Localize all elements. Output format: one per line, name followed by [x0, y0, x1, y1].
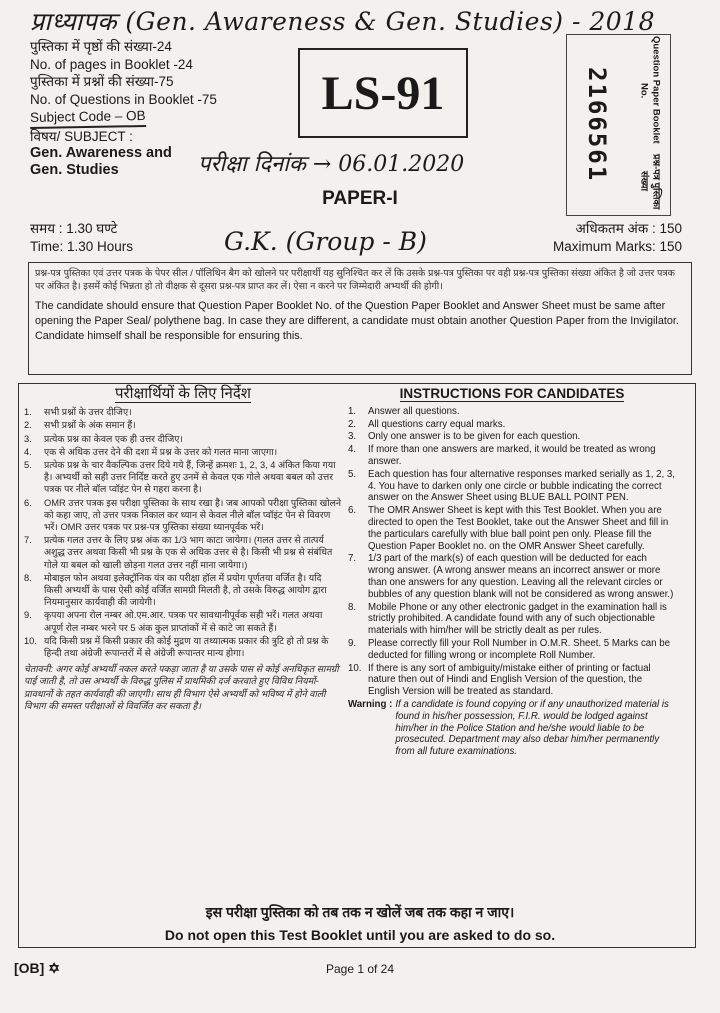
- instruction-item: [24, 406, 342, 418]
- instruction-text: Each question has four alternative responses marked serially as 1, 2, 3, 4. You have to darken only one circle or bubble indicating the correct answer on the Answer Sheet using BLUE BALL POINT PEN.: [368, 468, 675, 504]
- instruction-number: 6.: [24, 497, 32, 508]
- instruction-number: 8.: [24, 572, 32, 583]
- serial-label-hi: प्रश्न-पत्र पुस्तिका संख्या: [638, 153, 662, 209]
- instruction-text: All questions carry equal marks.: [368, 418, 506, 430]
- instruction-text: If more than one answers are marked, it would be treated as wrong answer.: [368, 444, 656, 467]
- instruction-text: OMR उत्तर पत्रक इस परीक्षा पुस्तिका के साथ रखा है। जब आपको परीक्षा पुस्तिका खोलने को कहा जाए, तो उत्तर पत्रक निकाल कर ध्यान से केवल नीले बॉल प्वॉइंट पेन से विवरण भरें। OMR उत्तर पत्रक पर प्रश्न-पत्र पुस्तिका संख्या ध्यानपूर्वक भरें।: [44, 497, 342, 533]
- instruction-text: प्रत्येक प्रश्न का केवल एक ही उत्तर दीजिए।: [44, 433, 183, 444]
- instruction-number: 5.: [24, 460, 32, 471]
- instruction-text: The OMR Answer Sheet is kept with this Test Booklet. When you are directed to open the Test Booklet, take out the Answer Sheet and fill in the particulars carefully with blue ball point pen only. Please fill the Question Paper Booklet no. on the OMR Answer Sheet carefully.: [368, 505, 669, 552]
- instruction-number: 3.: [24, 433, 32, 444]
- instruction-number: 3.: [348, 431, 357, 443]
- instruction-text: Only one answer is to be given for each question.: [368, 431, 581, 443]
- warning-en: [348, 699, 676, 758]
- handwritten-title: प्राध्यापक (Gen. Awareness & Gen. Studies) - 2018: [30, 7, 655, 36]
- instruction-number: 1.: [348, 405, 357, 417]
- instruction-number: 5.: [348, 468, 357, 480]
- series-code: [OB] ✡: [14, 960, 60, 976]
- instruction-number: 4.: [348, 444, 357, 456]
- instruction-number: 4.: [24, 446, 32, 457]
- instruction-number: 2.: [348, 418, 357, 430]
- instruction-text: प्रत्येक गलत उत्तर के लिए प्रश्न अंक का 1/3 भाग काटा जायेगा। (गलत उत्तर से तात्पर्य अशुद्ध उत्तर अथवा किसी भी प्रश्न के एक से अधिक उत्तर से है। किसी भी प्रश्न से संबंधित गोले या बबल को खाली छोड़ना गलत उत्तर नहीं माना जायेगा।): [44, 535, 333, 570]
- time-block: [30, 220, 133, 255]
- subject-line-2: Gen. Studies: [30, 162, 119, 178]
- pages-en: No. of pages in Booklet -24: [30, 56, 193, 72]
- serial-number: 2166561: [583, 67, 611, 183]
- subject-line-1: Gen. Awareness and: [30, 145, 172, 161]
- instructions-hindi: [24, 385, 342, 712]
- notice-hi: प्रश्न-पत्र पुस्तिका एवं उत्तर पत्रक के पेपर सील / पॉलिथिन बैग को खोलने पर परीक्षार्थी यह सुनिश्चित कर लें कि उसके प्रश्न-पत्र पुस्तिका पर वही प्रश्न-पत्र पुस्तिका संख्या अंकित है जो उत्तर पत्रक पर अंकित है। इसमें कोई भिन्नता हो तो वीक्षक से दूसरा प्रश्न-पत्र प्राप्त कर लें। ऐसा न करने पर जिम्मेदारी अभ्यर्थी की होगी।: [35, 268, 675, 292]
- instruction-item: [348, 505, 676, 552]
- serial-label-en: Question Paper Booklet No.: [638, 36, 662, 145]
- marks-en: Maximum Marks: 150: [552, 238, 682, 254]
- instruction-text: सभी प्रश्नों के अंक समान हैं।: [44, 420, 136, 431]
- questions-en: No. of Questions in Booklet -75: [30, 91, 217, 107]
- instruction-item: [24, 459, 342, 496]
- instruction-item: [348, 444, 676, 468]
- paper-title: PAPER-I: [322, 188, 398, 209]
- instructions-en-title: INSTRUCTIONS FOR CANDIDATES: [399, 386, 625, 401]
- instruction-text: If there is any sort of ambiguity/mistake either of printing or factual nature then out of Hindi and English Version of the question, the English Version will be treated as standard.: [368, 662, 651, 698]
- instruction-item: [348, 663, 676, 698]
- marks-hi: अधिकतम अंक : 150: [575, 221, 682, 236]
- subject-label: विषय/ SUBJECT :: [30, 128, 133, 144]
- booklet-code: LS-91: [321, 66, 445, 120]
- instruction-number: 7.: [348, 553, 357, 565]
- pages-hi: पुस्तिका में पृष्ठों की संख्या-24: [30, 39, 172, 54]
- instruction-number: 2.: [24, 420, 32, 431]
- instruction-item: [24, 497, 342, 534]
- time-en: Time: 1.30 Hours: [30, 238, 134, 254]
- footer-hi: इस परीक्षा पुस्तिका को तब तक न खोलें जब तक कहा न जाए।: [205, 904, 515, 920]
- instruction-item: [24, 609, 342, 633]
- instruction-text: प्रत्येक प्रश्न के चार वैकल्पिक उत्तर दिये गये हैं, जिन्हें क्रमशः 1, 2, 3, 4 अंकित किया गया है। अभ्यर्थी को सही उत्तर निर्दिष्ट करते हुए उनमें से केवल एक गोले अथवा बबल को उत्तर पत्रक पर नीले बॉल प्वॉइंट पेन से गहरा करना है।: [44, 460, 336, 495]
- footer-en: Do not open this Test Booklet until you are asked to do so.: [164, 927, 556, 943]
- warning-en-text: If a candidate is found copying or if any unauthorized material is found in his/her possession, F.I.R. would be lodged against him/her in the Police Station and he/she would liable to be prosecuted. Department may also debar him/her permanently from all future examinations.: [395, 698, 669, 758]
- booklet-meta: [30, 38, 217, 179]
- instruction-item: [24, 534, 342, 571]
- instruction-text: कृपया अपना रोल नम्बर ओ.एम.आर. पत्रक पर सावधानीपूर्वक सही भरें। गलत अथवा अपूर्ण रोल नम्बर भरने पर 5 अंक कुल प्राप्तांकों में से काटे जा सकते हैं।: [44, 610, 323, 633]
- instructions-english: [348, 388, 676, 758]
- notice-en: The candidate should ensure that Question Paper Booklet No. of the Question Paper Booklet and Answer Sheet must be same after opening the Paper Seal/ polythene bag. In case they are different, a candidate must obtain another Question Paper from the Invigilator. Candidate himself shall be responsible for ensuring this.: [35, 300, 679, 342]
- instruction-text: 1/3 part of the mark(s) of each question will be deducted for each wrong answer. (A wrong answer means an incorrect answer or more than one answers for any question. Leaving all the relevant circles or bubbles of any question blank will not be considered as wrong answer.): [368, 553, 674, 600]
- instruction-number: 6.: [348, 505, 357, 517]
- instruction-number: 10.: [24, 635, 37, 646]
- instruction-text: Please correctly fill your Roll Number in O.M.R. Sheet. 5 Marks can be deducted for filling wrong or incomplete Roll Number.: [368, 637, 671, 661]
- instruction-number: 7.: [24, 535, 32, 546]
- instruction-text: सभी प्रश्नों के उत्तर दीजिए।: [44, 407, 132, 418]
- instruction-item: [348, 431, 676, 443]
- time-hi: समय : 1.30 घण्टे: [30, 221, 118, 236]
- instruction-number: 8.: [348, 601, 357, 613]
- instructions-hi-title: परीक्षार्थियों के लिए निर्देश: [115, 385, 251, 402]
- notice-box: [28, 262, 692, 375]
- instruction-text: मोबाइल फोन अथवा इलेक्ट्रॉनिक यंत्र का परीक्षा हॉल में प्रयोग पूर्णतया वर्जित है। यदि किसी अभ्यर्थी के पास ऐसी कोई वर्जित सामग्री मिलती है, तो उसके विरुद्ध आयोग द्वारा नियमानुसार कार्यवाही की जायेगी।: [44, 572, 327, 608]
- instruction-item: [24, 419, 342, 431]
- instruction-item: [24, 446, 342, 458]
- warning-hi: चेतावनी: अगर कोई अभ्यर्थी नकल करते पकड़ा जाता है या उसके पास से कोई अनधिकृत सामग्री पाई जाती है, तो उस अभ्यर्थी के विरुद्ध पुलिस में प्राथमिकी दर्ज करवाते हुए विविध नियमों-प्रावधानों के तहत कार्यवाही की जाएगी। साथ ही विभाग ऐसे अभ्यर्थी को भविष्य में होने वाली विभाग की समस्त परीक्षाओं से विवर्जित कर सकता है।: [24, 664, 339, 711]
- instruction-item: [348, 419, 676, 431]
- handwritten-group: G.K. (Group - B): [224, 227, 427, 256]
- instruction-number: 10.: [348, 662, 362, 674]
- instruction-item: [348, 406, 676, 418]
- instruction-item: [348, 602, 676, 637]
- instruction-item: [24, 572, 342, 609]
- questions-hi: पुस्तिका में प्रश्नों की संख्या-75: [30, 74, 174, 89]
- booklet-code-box: [298, 48, 468, 138]
- instruction-item: [24, 635, 342, 659]
- instructions-hi-list: [24, 406, 342, 659]
- instruction-number: 1.: [24, 407, 32, 418]
- subject-code: Subject Code – OB: [30, 107, 146, 129]
- instruction-item: [348, 469, 676, 504]
- instruction-number: 9.: [348, 637, 357, 649]
- instructions-en-list: [348, 406, 676, 698]
- instruction-text: एक से अधिक उत्तर देने की दशा में प्रश्न के उत्तर को गलत माना जाएगा।: [44, 446, 278, 457]
- instruction-item: [24, 433, 342, 445]
- page-number: Page 1 of 24: [325, 962, 395, 976]
- instruction-item: [348, 638, 676, 662]
- instruction-item: [348, 553, 676, 600]
- warning-en-label: Warning :: [348, 698, 393, 710]
- instruction-text: यदि किसी प्रश्न में किसी प्रकार की कोई मुद्रण या तथ्यात्मक प्रकार की त्रुटि हो तो प्रश्न के हिन्दी तथा अंग्रेजी रूपान्तरों में से अंग्रेजी रूपान्तर मान्य होगा।: [44, 635, 329, 659]
- handwritten-exam-date: परीक्षा दिनांक → 06.01.2020: [198, 152, 465, 177]
- instruction-text: Mobile Phone or any other electronic gadget in the examination hall is strictly prohibited. A candidate found with any of such objectionable materials with him/her will be strictly dealt as per rules.: [368, 601, 667, 637]
- instruction-number: 9.: [24, 610, 32, 621]
- marks-block: [553, 220, 682, 255]
- instruction-text: Answer all questions.: [368, 405, 460, 417]
